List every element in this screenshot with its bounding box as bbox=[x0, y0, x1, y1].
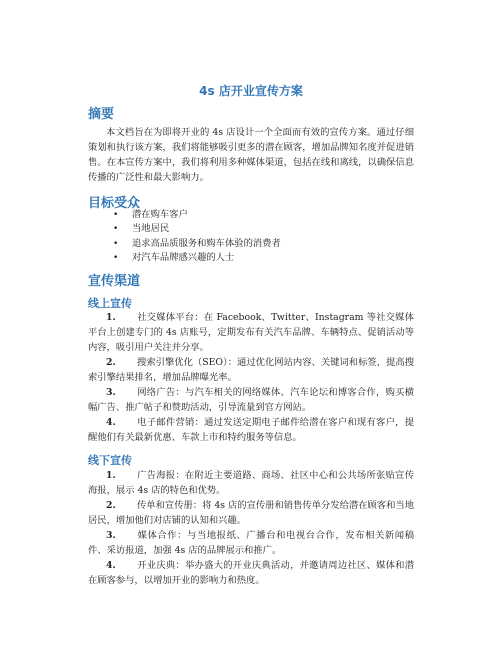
item-number: 1. bbox=[106, 312, 116, 323]
online-item bbox=[88, 385, 414, 415]
item-text: 电子邮件营销：通过发送定期电子邮件给潜在客户和现有客户，提醒他们有关最新优惠、车款上市和特约服务等信息。 bbox=[88, 417, 414, 444]
item-number: 3. bbox=[106, 387, 116, 398]
item-text: 广告海报：在附近主要道路、商场、社区中心和公共场所张贴宣传海报，展示 4s 店的特色和优势。 bbox=[88, 470, 414, 497]
audience-item: • 当地居民 bbox=[88, 222, 281, 236]
offline-item bbox=[88, 498, 414, 528]
audience-item: • 对汽车品牌感兴趣的人士 bbox=[88, 251, 281, 265]
item-number: 4. bbox=[106, 417, 116, 428]
item-number: 3. bbox=[106, 530, 116, 541]
online-item bbox=[88, 310, 414, 356]
item-number: 2. bbox=[106, 500, 116, 511]
item-text: 搜索引擎优化（SEO）：通过优化网站内容、关键词和标签，提高搜索引擎结果排名，增加品牌曝光率。 bbox=[88, 357, 414, 384]
audience-heading: 目标受众 bbox=[88, 196, 141, 211]
abstract-paragraph: 本文档旨在为即将开业的 4s 店设计一个全面而有效的宣传方案。通过仔细策划和执行该方案，我们将能够吸引更多的潜在顾客，增加品牌知名度并促进销售。在本宣传方案中，我们将利用多种媒体渠道，包括在线和离线，以确保信息传播的广泛性和最大影响力。 bbox=[88, 127, 414, 183]
online-item bbox=[88, 355, 414, 385]
audience-item: • 追求高品质服务和购车体验的消费者 bbox=[88, 237, 281, 251]
audience-item: • 潜在购车客户 bbox=[88, 208, 281, 222]
offline-item bbox=[88, 468, 414, 498]
audience-list bbox=[88, 208, 281, 265]
item-number: 4. bbox=[106, 560, 116, 571]
item-text: 开业庆典：举办盛大的开业庆典活动，并邀请周边社区、媒体和潜在顾客参与，以增加开业的影响力和热度。 bbox=[88, 560, 414, 587]
channels-heading: 宣传渠道 bbox=[88, 274, 141, 289]
item-text: 媒体合作：与当地报纸、广播台和电视台合作，发布相关新闻稿件、采访报道，加强 4s 店的品牌展示和推广。 bbox=[88, 530, 414, 557]
offline-item bbox=[88, 558, 414, 588]
offline-item bbox=[88, 528, 414, 558]
item-number: 1. bbox=[106, 470, 116, 481]
item-number: 2. bbox=[106, 357, 116, 368]
item-text: 传单和宣传册：将 4s 店的宣传册和销售传单分发给潜在顾客和当地居民，增加他们对店铺的认知和兴趣。 bbox=[88, 500, 414, 527]
offline-heading: 线下宣传 bbox=[88, 454, 132, 467]
online-heading: 线上宣传 bbox=[88, 297, 132, 310]
document-title: 4s 店开业宣传方案 bbox=[199, 84, 303, 98]
abstract-heading: 摘要 bbox=[88, 107, 115, 122]
item-text: 社交媒体平台：在 Facebook、Twitter、Instagram 等社交媒体平台上创建专门的 4s 店账号，定期发布有关汽车品牌、车辆特点、促销活动等内容，吸引用户关注并分享。 bbox=[88, 312, 414, 354]
online-item bbox=[88, 415, 414, 445]
item-text: 网络广告：与汽车相关的网络媒体、汽车论坛和博客合作，购买横幅广告、推广帖子和赞助活动，引导流量到官方网站。 bbox=[88, 387, 414, 414]
